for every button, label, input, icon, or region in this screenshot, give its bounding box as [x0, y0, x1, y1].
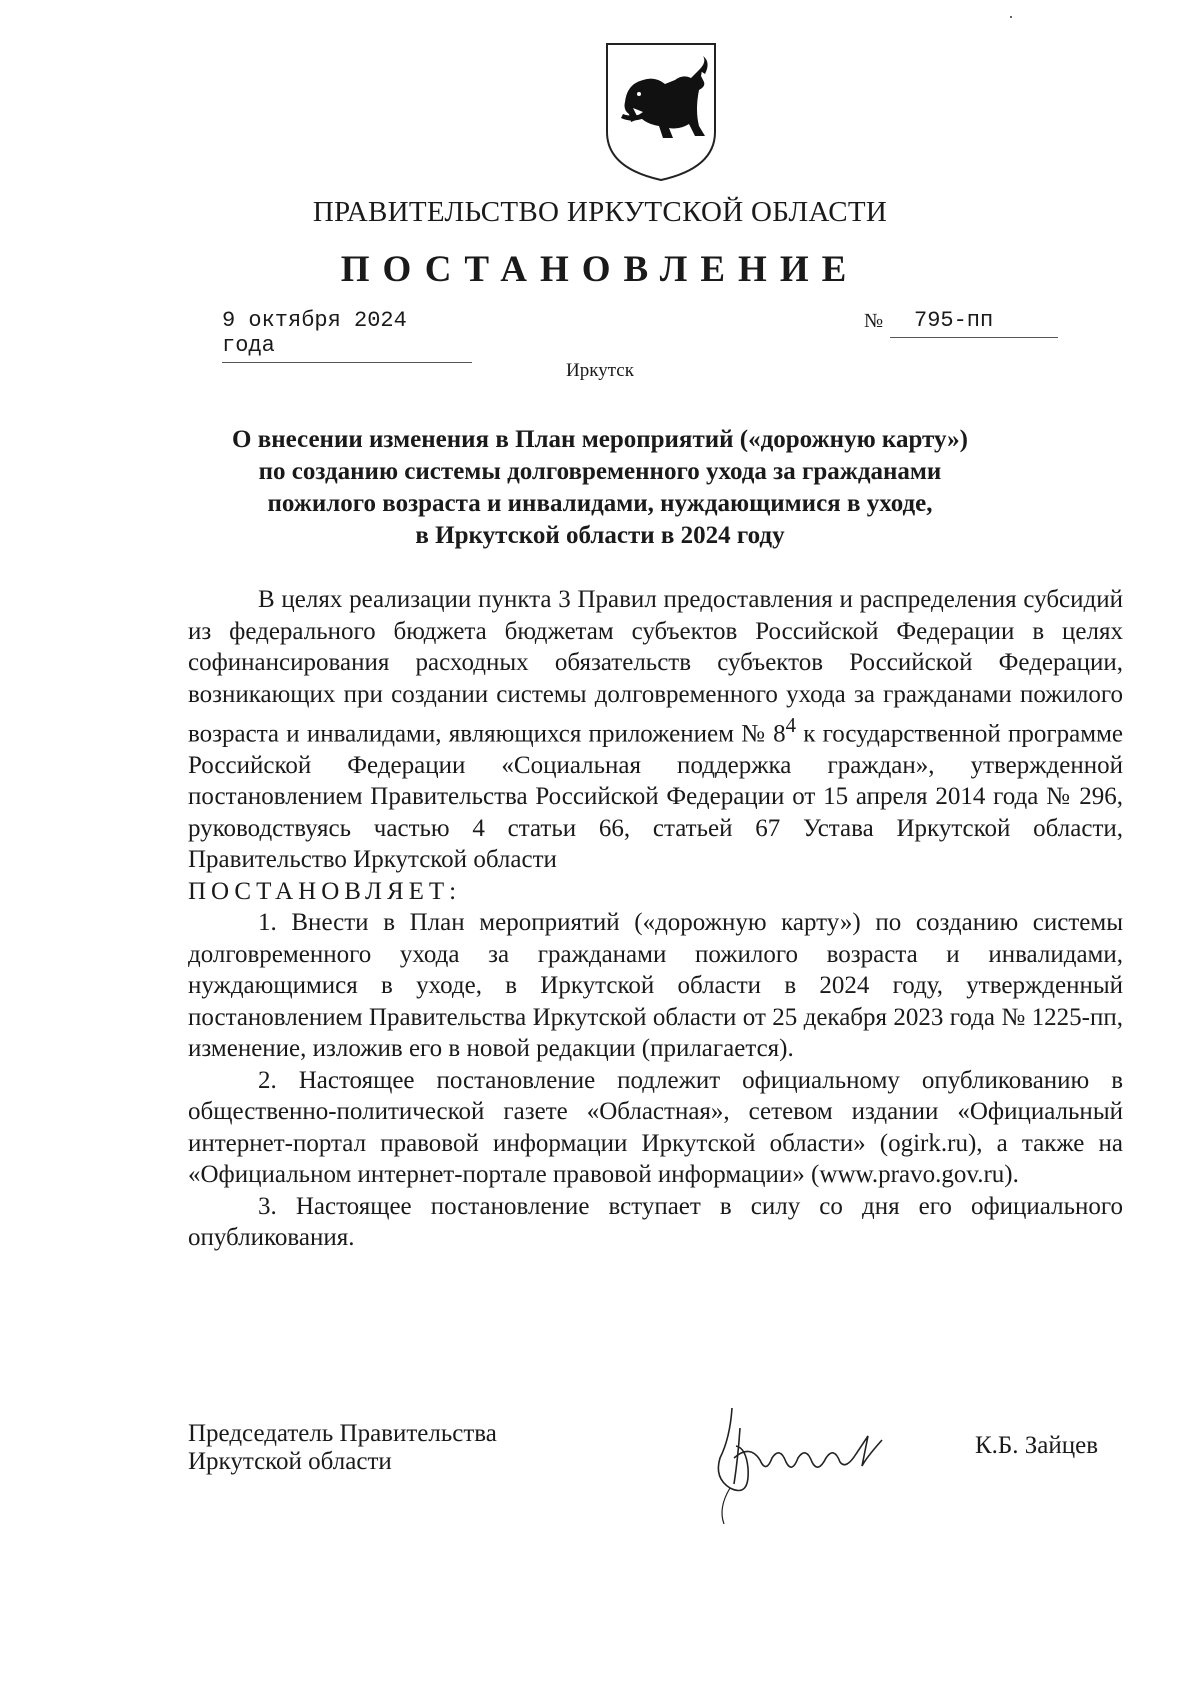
preamble-text: В целях реализации пункта 3 Правил предоставления и распределения субсидий из федерального бюджета бюджетам субъектов Российской Федерации в целях софинансирования расходных обязательств субъектов Российской Федерации, возникающих при создании системы долговременного ухода за гражданами пожилого возраста и инвалидами, являющихся приложением № 8 [188, 586, 1123, 748]
title-line: О внесении изменения в План мероприятий («дорожную карту») [232, 426, 968, 453]
government-name: ПРАВИТЕЛЬСТВО ИРКУТСКОЙ ОБЛАСТИ [312, 196, 888, 228]
number-sign: № [864, 310, 884, 332]
city: Иркутск [566, 360, 634, 381]
coat-of-arms-icon [603, 40, 719, 184]
title-line: по созданию системы долговременного ухода за гражданами [258, 458, 942, 485]
position-line: Иркутской области [188, 1448, 392, 1475]
position-line: Председатель Правительства [188, 1420, 497, 1447]
decree-title [180, 424, 1020, 552]
preamble-superscript: 4 [785, 713, 797, 737]
title-line: в Иркутской области в 2024 году [415, 522, 785, 549]
decree-item: 2. Настоящее постановление подлежит официальному опубликованию в общественно-политической газете «Областная», сетевом издании «Официальный интернет-портал правовой информации Иркутской области» (ogirk.ru), а также на «Официальном интернет-портале правовой информации» (www.pravo.gov.ru). [188, 1066, 1123, 1189]
handwritten-signature [690, 1388, 930, 1538]
title-line: пожилого возраста и инвалидами, нуждающимися в уходе, [267, 490, 933, 517]
decree-date: 9 октября 2024 года [222, 308, 472, 363]
preamble-text-continued: к государственной программе Российской Федерации «Социальная поддержка граждан», утвержденной постановлением Правительства Российской Федерации от 15 апреля 2014 года № 296, руководствуясь частью 4 статьи 66, статьей 67 Устава Иркутской области, Правительство Иркутской области [188, 720, 1123, 874]
decree-body [188, 584, 1123, 1254]
decree-item: 3. Настоящее постановление вступает в силу со дня его официального опубликования. [188, 1192, 1123, 1252]
preamble-paragraph [188, 584, 1123, 876]
scan-speck [1010, 16, 1012, 18]
decree-item: 1. Внести в План мероприятий («дорожную карту») по созданию системы долговременного ухода за гражданами пожилого возраста и инвалидами, нуждающимися в уходе, в Иркутской области в 2024 году, утвержденный постановлением Правительства Иркутской области от 25 декабря 2023 года № 1225-пп, изменение, изложив его в новой редакции (прилагается). [188, 909, 1123, 1063]
decree-number-value: 795-пп [914, 308, 994, 333]
decrees-word: ПОСТАНОВЛЯЕТ: [188, 877, 462, 905]
document-type: ПОСТАНОВЛЕНИЕ [340, 249, 860, 290]
signatory-name: К.Б. Зайцев [975, 1432, 1099, 1459]
signatory-position [188, 1420, 497, 1476]
decree-number [890, 308, 1058, 338]
